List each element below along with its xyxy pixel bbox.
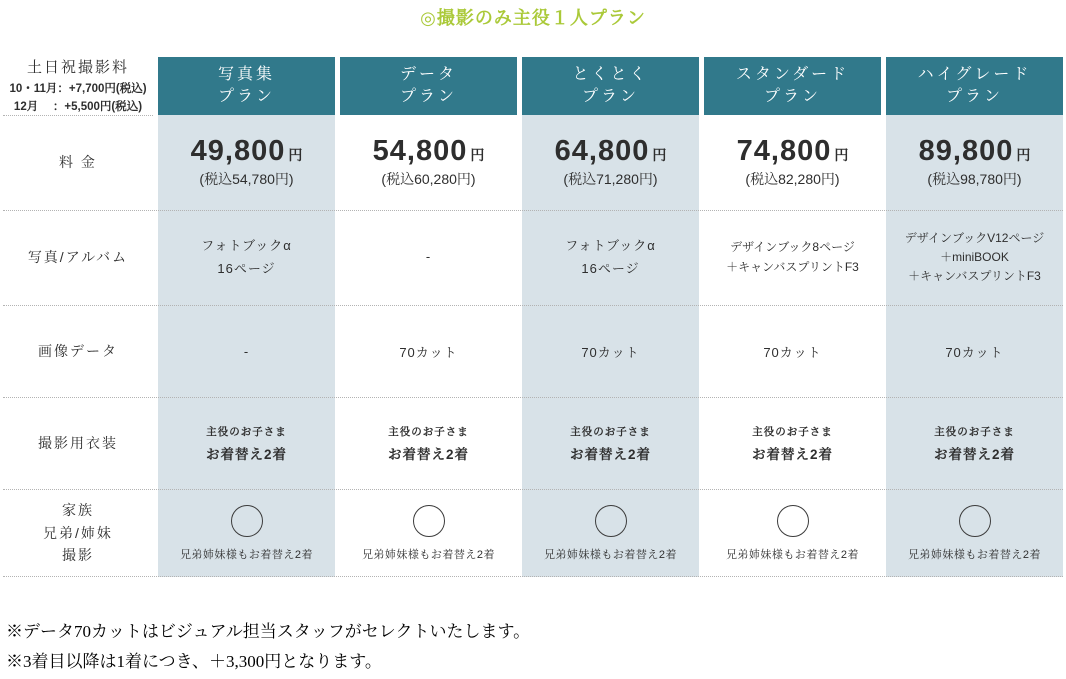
- circle-included-icon: [777, 505, 809, 537]
- price-cell: 54,800 円 (税込60,280円): [372, 134, 485, 188]
- album-cell: フォトブックα 16ページ: [201, 237, 292, 276]
- family-cell: 兄弟姉妹様もお着替え2着: [158, 489, 335, 577]
- row-label-price: 料 金: [59, 154, 97, 171]
- plan-column-tokutoku: [522, 57, 699, 577]
- weekend-fee-line2: 12月 ：+5,500円(税込): [13, 100, 143, 113]
- plan-column-data: [340, 57, 517, 577]
- costume-cell: 主役のお子さま お着替え2着: [933, 425, 1015, 462]
- row-label-costume: 撮影用衣装: [38, 434, 118, 451]
- price-cell: 49,800 円 (税込54,780円): [190, 134, 303, 188]
- row-divider: [3, 210, 1063, 211]
- plan-header: とくとく プラン: [522, 57, 699, 115]
- circle-included-icon: [231, 505, 263, 537]
- circle-included-icon: [959, 505, 991, 537]
- plan-column-shashinshu: [158, 57, 335, 577]
- weekend-fee-note: [3, 57, 153, 115]
- row-divider: [3, 397, 1063, 398]
- album-cell: デザインブック8ページ ＋キャンバスプリントF3: [726, 240, 859, 274]
- row-label-image-data: 画像データ: [38, 342, 118, 359]
- weekend-fee-line1: 10・11月：+7,700円(税込): [9, 83, 147, 96]
- pricing-table: [3, 57, 1063, 577]
- row-label-family: 家族 兄弟/姉妹 撮影: [43, 502, 113, 564]
- price-cell: 74,800 円 (税込82,280円): [736, 134, 849, 188]
- price-cell: 89,800 円 (税込98,780円): [918, 134, 1031, 188]
- price-cell: 64,800 円 (税込71,280円): [554, 134, 667, 188]
- image-data-cell: 70カット: [945, 344, 1004, 360]
- label-column: [3, 57, 153, 577]
- weekend-fee-title: 土日祝撮影料: [26, 59, 129, 77]
- footnote-2: ※3着目以降は1着につき、＋3,300円となります。: [6, 651, 382, 671]
- plan-header: スタンダード プラン: [704, 57, 881, 115]
- album-cell: デザインブックV12ページ ＋miniBOOK ＋キャンバスプリントF3: [904, 230, 1045, 284]
- row-divider: [3, 489, 1063, 490]
- footnote-1: ※データ70カットはビジュアル担当スタッフがセレクトいたします。: [6, 622, 531, 641]
- family-cell: 兄弟姉妹様もお着替え2着: [704, 489, 881, 577]
- image-data-cell: -: [243, 343, 250, 359]
- plan-column-standard: [704, 57, 881, 577]
- plan-header: 写真集 プラン: [158, 57, 335, 115]
- row-divider: [3, 115, 153, 116]
- plan-header: ハイグレード プラン: [886, 57, 1063, 115]
- family-cell: 兄弟姉妹様もお着替え2着: [340, 489, 517, 577]
- family-cell: 兄弟姉妹様もお着替え2着: [886, 489, 1063, 577]
- image-data-cell: 70カット: [581, 344, 640, 360]
- costume-cell: 主役のお子さま お着替え2着: [751, 425, 833, 462]
- album-cell: フォトブックα 16ページ: [565, 237, 656, 276]
- footnotes: [6, 617, 530, 677]
- image-data-cell: 70カット: [399, 344, 458, 360]
- plan-header: データ プラン: [340, 57, 517, 115]
- costume-cell: 主役のお子さま お着替え2着: [569, 425, 651, 462]
- row-divider: [3, 305, 1063, 306]
- circle-included-icon: [413, 505, 445, 537]
- row-label-album: 写真/アルバム: [27, 249, 129, 266]
- row-divider: [3, 576, 1063, 577]
- circle-included-icon: [595, 505, 627, 537]
- family-cell: 兄弟姉妹様もお着替え2着: [522, 489, 699, 577]
- plan-column-highgrade: [886, 57, 1063, 577]
- costume-cell: 主役のお子さま お着替え2着: [387, 425, 469, 462]
- album-cell: -: [425, 249, 432, 265]
- image-data-cell: 70カット: [763, 344, 822, 360]
- costume-cell: 主役のお子さま お着替え2着: [205, 425, 287, 462]
- page-title: ◎撮影のみ主役１人プラン: [420, 8, 646, 28]
